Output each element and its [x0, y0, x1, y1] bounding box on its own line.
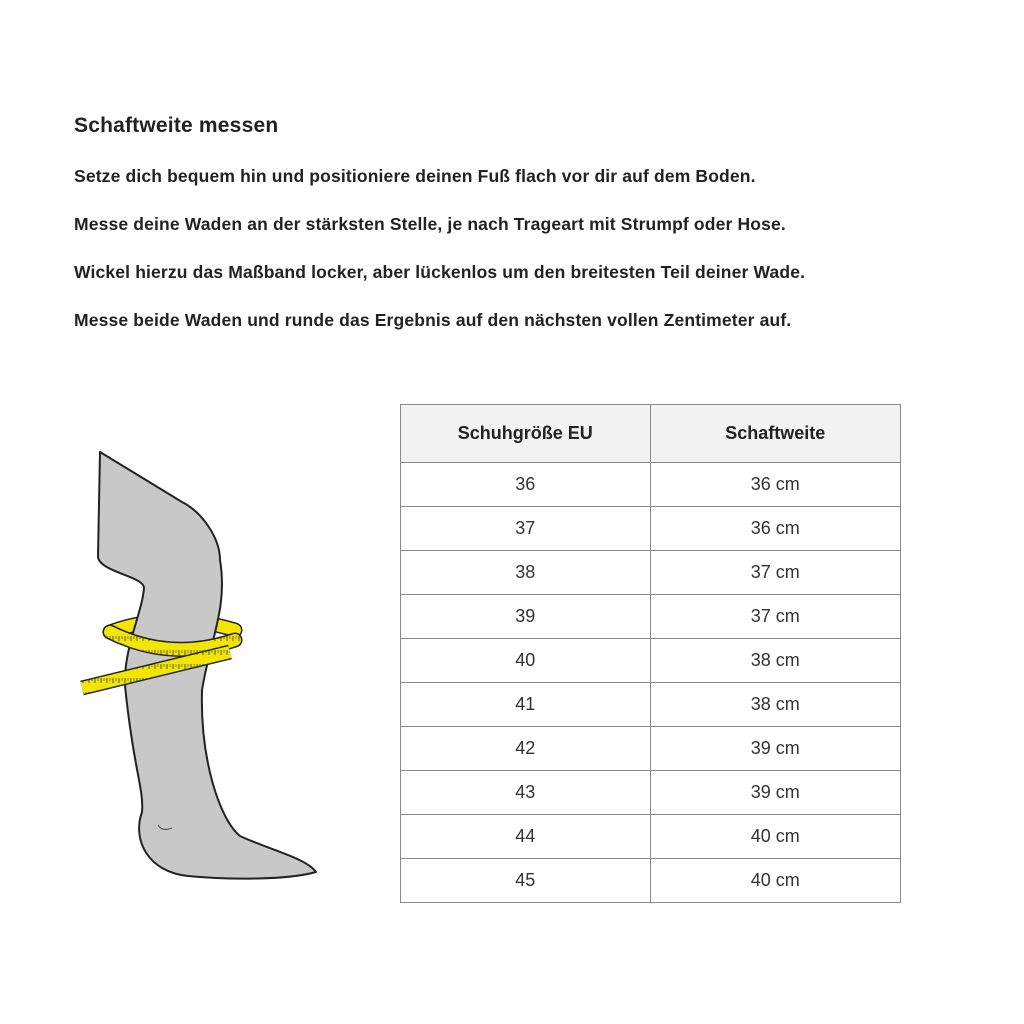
table-row: [401, 639, 901, 683]
shoe-size-cell: 42: [401, 727, 651, 771]
shoe-size-cell: 37: [401, 507, 651, 551]
shoe-size-cell: 38: [401, 551, 651, 595]
instruction-step-4: Messe beide Waden und runde das Ergebnis auf den nächsten vollen Zentimeter auf.: [74, 310, 792, 330]
shaft-width-cell: 36 cm: [650, 507, 901, 551]
shaft-width-cell: 38 cm: [650, 683, 901, 727]
table-row: [401, 595, 901, 639]
page-title: Schaftweite messen: [74, 114, 279, 137]
shoe-size-cell: 43: [401, 771, 651, 815]
shoe-size-cell: 44: [401, 815, 651, 859]
shoe-size-cell: 40: [401, 639, 651, 683]
shaft-width-cell: 38 cm: [650, 639, 901, 683]
instruction-step-1: Setze dich bequem hin und positioniere deinen Fuß flach vor dir auf dem Boden.: [74, 166, 756, 186]
instruction-step-2: Messe deine Waden an der stärksten Stelle, je nach Trageart mit Strumpf oder Hose.: [74, 214, 786, 234]
shaft-width-cell: 37 cm: [650, 551, 901, 595]
table-row: [401, 815, 901, 859]
table-row: [401, 507, 901, 551]
leg-with-measuring-tape-icon: [70, 440, 330, 900]
table-row: [401, 859, 901, 903]
shaft-width-cell: 36 cm: [650, 463, 901, 507]
table-row: [401, 727, 901, 771]
shoe-size-cell: 41: [401, 683, 651, 727]
column-header-shaft-width: Schaftweite: [650, 405, 901, 463]
shaft-width-cell: 40 cm: [650, 815, 901, 859]
shoe-size-cell: 45: [401, 859, 651, 903]
shaft-width-cell: 39 cm: [650, 771, 901, 815]
column-header-shoe-size: Schuhgröße EU: [401, 405, 651, 463]
shaft-width-cell: 37 cm: [650, 595, 901, 639]
table-header-row: [401, 405, 901, 463]
size-table: [400, 404, 901, 903]
shaft-width-cell: 39 cm: [650, 727, 901, 771]
table-row: [401, 683, 901, 727]
instruction-list: [74, 163, 805, 355]
table-row: [401, 463, 901, 507]
table-row: [401, 771, 901, 815]
instruction-step-3: Wickel hierzu das Maßband locker, aber lückenlos um den breitesten Teil deiner Wade.: [74, 262, 806, 282]
shaft-width-cell: 40 cm: [650, 859, 901, 903]
shoe-size-cell: 39: [401, 595, 651, 639]
shoe-size-cell: 36: [401, 463, 651, 507]
leg-shape: [98, 452, 316, 879]
table-row: [401, 551, 901, 595]
